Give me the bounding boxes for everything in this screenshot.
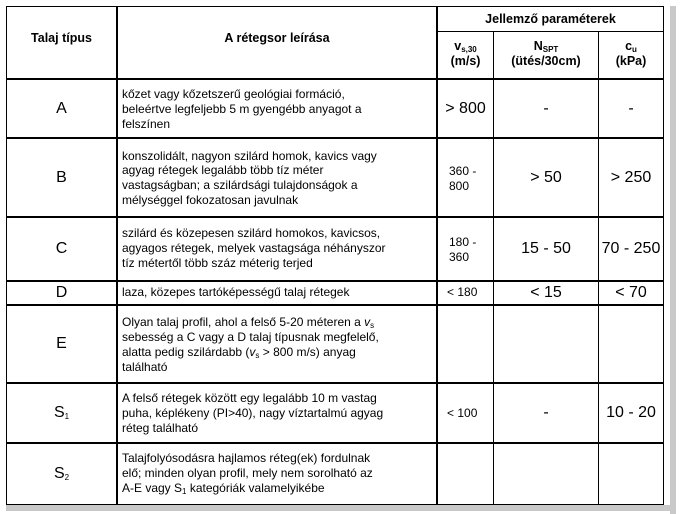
row-c-type <box>6 217 117 281</box>
row-a-description <box>117 79 437 138</box>
desc-line: elő; minden olyan profil, mely nem sorolható az <box>122 466 373 480</box>
desc-line: felszínen <box>122 117 171 131</box>
desc-line: A felső rétegek között egy legalább 10 m vastag <box>122 391 377 405</box>
vs-value: > 800 <box>445 99 486 117</box>
row-e-description <box>117 305 437 383</box>
row-s2-nspt <box>493 443 599 505</box>
row-s1-vs <box>437 383 494 443</box>
desc-line: vastagságban; a szilárdsági tulajdonságok a <box>122 178 358 192</box>
row-a-nspt <box>493 79 599 138</box>
row-b-type <box>6 138 117 217</box>
page-shadow-right <box>670 6 676 514</box>
row-c-description <box>117 217 437 281</box>
row-s2-description <box>117 443 437 505</box>
header-cell-vs <box>437 31 494 79</box>
soil-type-label: E <box>56 335 67 352</box>
vs-value: 180 - <box>449 235 477 249</box>
row-d-vs <box>437 281 494 305</box>
header-nspt-unit: (ütés/30cm) <box>511 54 581 68</box>
desc-line: laza, közepes tartóképességű talaj rétegek <box>122 285 350 299</box>
soil-type-label: C <box>55 240 68 257</box>
desc-line: Olyan talaj profil, ahol a felső 5-20 méteren a $v_s$ <box>122 315 375 330</box>
row-s2-vs <box>437 443 494 505</box>
row-d-cu <box>598 281 664 305</box>
header-vs-unit: (m/s) <box>450 54 481 68</box>
desc-line: tíz métertől több száz méterig terjed <box>122 256 313 270</box>
row-b-vs <box>437 138 494 217</box>
vs-value: < 180 <box>447 285 478 299</box>
row-e-type <box>6 305 117 383</box>
row-e-nspt <box>493 305 599 383</box>
nspt-value: - <box>543 404 549 421</box>
header-cu: $c_u$ <box>625 39 637 54</box>
header-nspt: $N_{SPT}$ <box>533 39 559 54</box>
header-cell-nspt <box>493 31 599 79</box>
desc-line: alatta pedig szilárdabb ($v_s > 800$ m/s) anyag <box>122 345 356 360</box>
row-s1-nspt <box>493 383 599 443</box>
header-description: A rétegsor leírása <box>224 31 330 45</box>
soil-type-label: A <box>56 99 67 117</box>
nspt-value: 15 - 50 <box>521 240 571 257</box>
row-b-description <box>117 138 437 217</box>
desc-line: kőzet vagy kőzetszerű geológiai formáció, <box>122 87 345 101</box>
header-cell-soil-type <box>6 6 117 79</box>
desc-line: agyagos rétegek, melyek vastagsága néhányszor <box>122 241 386 255</box>
header-cell-cu <box>598 31 664 79</box>
cu-value: - <box>628 99 634 117</box>
desc-line: mélységgel fokozatosan javulnak <box>122 193 299 207</box>
nspt-value: > 50 <box>530 168 562 186</box>
vs-value: 360 <box>449 250 470 264</box>
desc-line: beleértve legfeljebb 5 m gyengébb anyagot a <box>122 102 362 116</box>
row-a-vs <box>437 79 494 138</box>
vs-value: 360 - <box>449 164 477 178</box>
desc-line: konszolidált, nagyon szilárd homok, kavics vagy <box>122 149 377 163</box>
row-c-vs <box>437 217 494 281</box>
header-vs: $v_{s,30}$ <box>454 39 477 54</box>
desc-line: található <box>122 360 168 374</box>
header-soil-type: Talaj típus <box>31 31 92 45</box>
soil-type-label: $S_1$ <box>53 404 70 421</box>
page-shadow-bottom <box>6 505 676 511</box>
vs-value: 800 <box>449 179 470 193</box>
cu-value: < 70 <box>615 284 647 301</box>
header-parameters: Jellemző paraméterek <box>485 12 616 26</box>
row-c-nspt <box>493 217 599 281</box>
soil-type-label: D <box>55 284 68 301</box>
row-e-cu <box>598 305 664 383</box>
nspt-value: < 15 <box>530 284 562 301</box>
row-d-type <box>6 281 117 305</box>
header-cell-description <box>117 6 437 79</box>
desc-line: puha, képlékeny (PI>40), nagy víztartalmú agyag <box>122 406 384 420</box>
nspt-value: - <box>543 99 549 117</box>
cu-value: > 250 <box>610 168 652 186</box>
desc-line: sebesség a C vagy a D talaj típusnak megfelelő, <box>122 330 379 344</box>
desc-line: A-E vagy $S_1$ kategóriák valamelyikébe <box>122 481 325 496</box>
row-s1-cu <box>598 383 664 443</box>
desc-line: szilárd és közepesen szilárd homokos, kavicsos, <box>122 226 381 240</box>
row-s2-cu <box>598 443 664 505</box>
desc-line: réteg található <box>122 421 199 435</box>
row-d-description <box>117 281 437 305</box>
row-b-cu <box>598 138 664 217</box>
row-e-vs <box>437 305 494 383</box>
row-s2-type <box>6 443 117 505</box>
desc-line: Talajfolyósodásra hajlamos réteg(ek) fordulnak <box>122 451 371 465</box>
cu-value: 10 - 20 <box>606 404 656 421</box>
row-a-cu <box>598 79 664 138</box>
vs-value: < 100 <box>447 406 478 420</box>
soil-type-label: B <box>56 168 67 186</box>
row-s1-description <box>117 383 437 443</box>
row-s1-type <box>6 383 117 443</box>
row-c-cu <box>598 217 664 281</box>
cu-value: 70 - 250 <box>601 240 661 257</box>
row-b-nspt <box>493 138 599 217</box>
row-a-type <box>6 79 117 138</box>
soil-type-label: $S_2$ <box>53 465 70 482</box>
header-cu-unit: (kPa) <box>615 54 647 68</box>
desc-line: agyag rétegek legalább több tíz méter <box>122 163 324 177</box>
row-d-nspt <box>493 281 599 305</box>
